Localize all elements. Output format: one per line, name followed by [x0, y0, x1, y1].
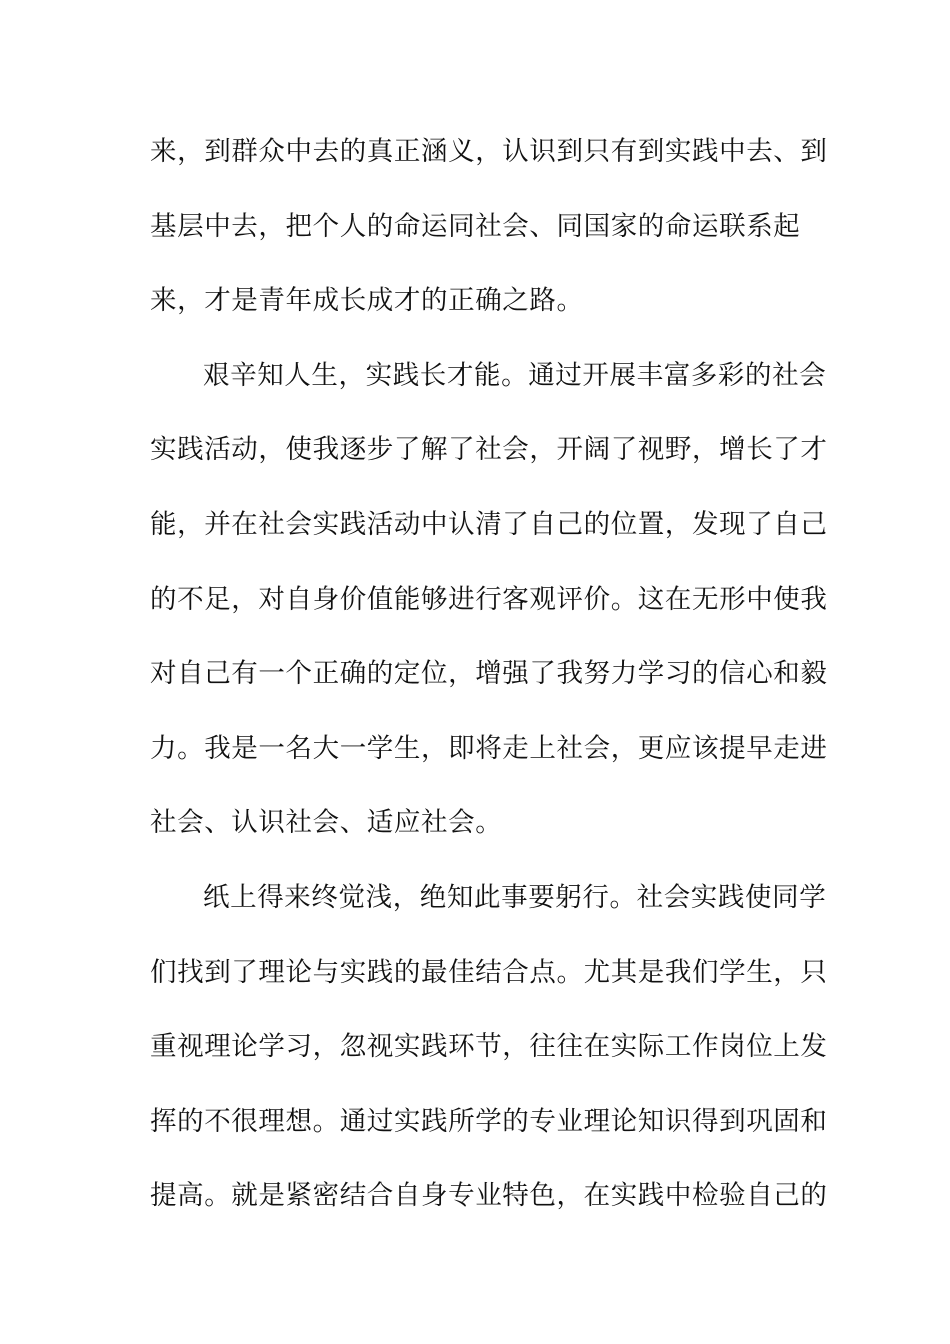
document-body — [150, 128, 828, 1247]
text-line: 力。我是一名大一学生，即将走上社会，更应该提早走进 — [150, 732, 828, 764]
text-line: 的不足，对自身价值能够进行客观评价。这在无形中使我 — [150, 583, 828, 615]
paragraph-start-line: 纸上得来终觉浅，绝知此事要躬行。社会实践使同学 — [203, 881, 827, 913]
text-line: 社会、认识社会、适应社会。 — [150, 807, 503, 839]
text-line: 来，才是青年成长成才的正确之路。 — [150, 285, 584, 317]
text-line: 们找到了理论与实践的最佳结合点。尤其是我们学生，只 — [150, 956, 828, 988]
paragraph-start-line: 艰辛知人生，实践长才能。通过开展丰富多彩的社会 — [203, 359, 827, 391]
text-line: 重视理论学习，忽视实践环节，往往在实际工作岗位上发 — [150, 1031, 828, 1063]
text-line: 提高。就是紧密结合自身专业特色，在实践中检验自己的 — [150, 1180, 828, 1212]
text-line: 对自己有一个正确的定位，增强了我努力学习的信心和毅 — [150, 658, 828, 690]
text-line: 挥的不很理想。通过实践所学的专业理论知识得到巩固和 — [150, 1105, 828, 1137]
text-line: 基层中去，把个人的命运同社会、同国家的命运联系起 — [150, 210, 801, 242]
text-line: 实践活动，使我逐步了解了社会，开阔了视野，增长了才 — [150, 434, 828, 466]
text-line: 能，并在社会实践活动中认清了自己的位置，发现了自己 — [150, 508, 828, 540]
text-line: 来，到群众中去的真正涵义，认识到只有到实践中去、到 — [150, 136, 828, 167]
